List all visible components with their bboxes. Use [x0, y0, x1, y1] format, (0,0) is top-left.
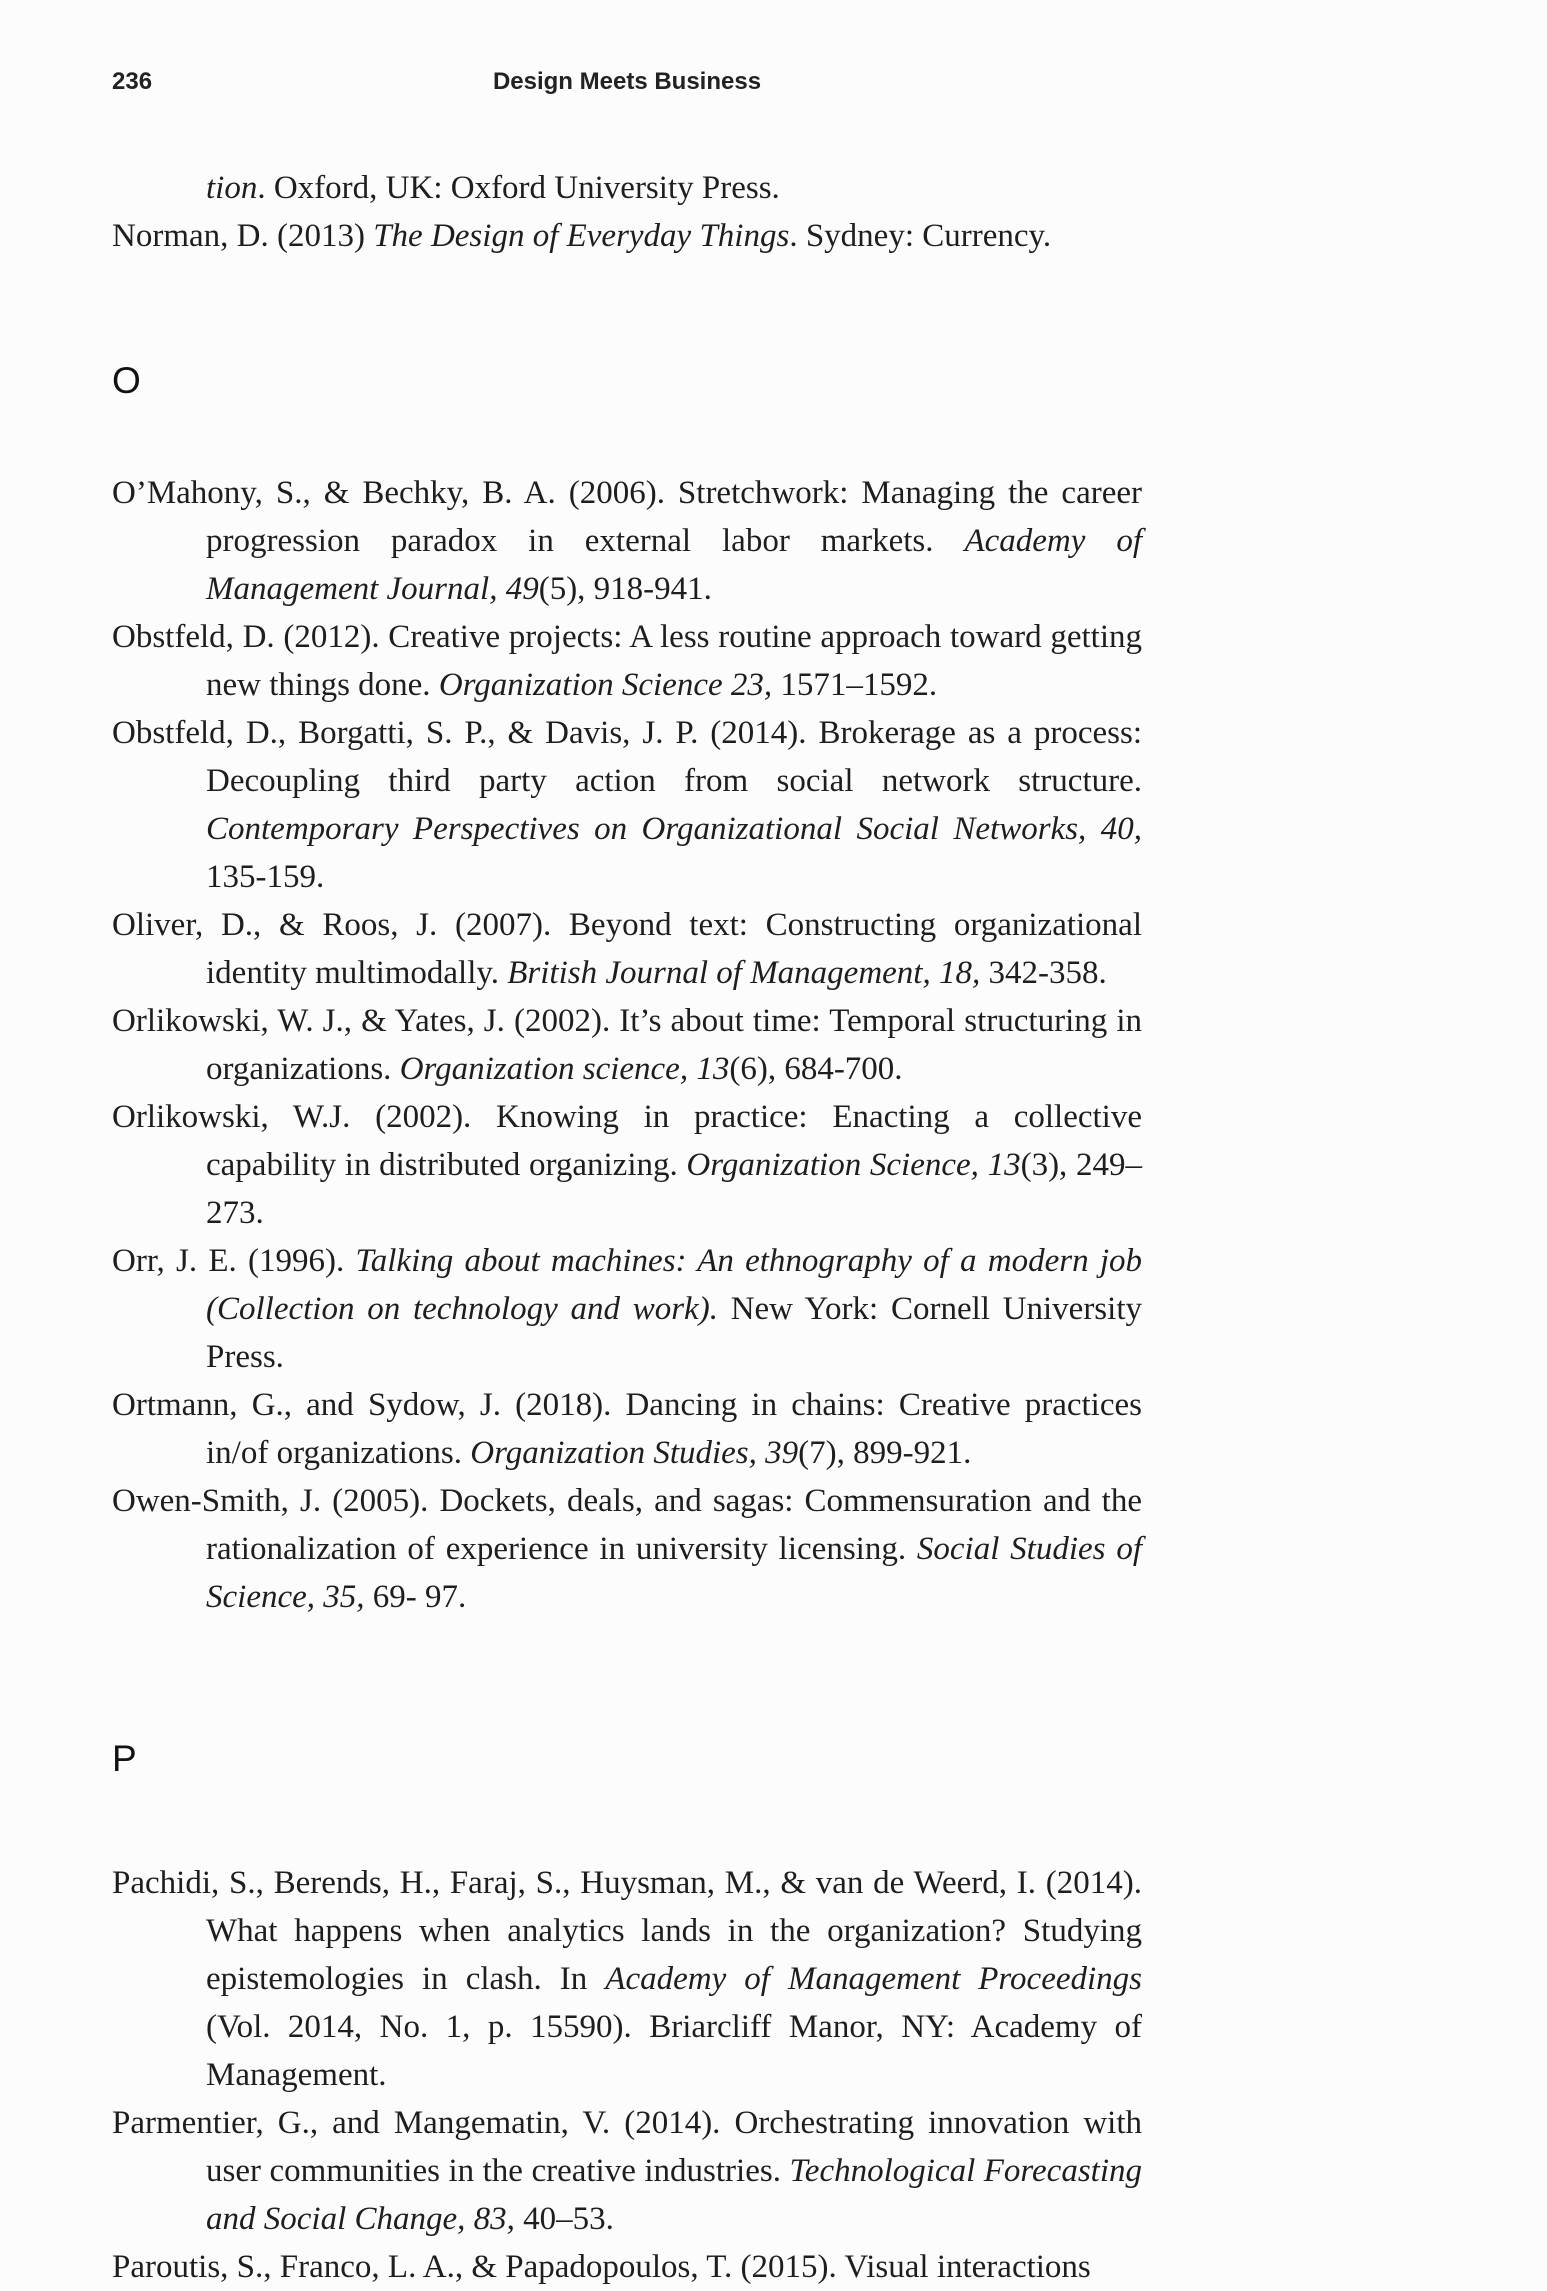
reference-text: Ortmann, G., and Sydow, J. (2018). Dancing in chains: Creative practices in/of organizations.	[112, 1387, 1142, 1471]
reference-entry	[112, 164, 1142, 212]
section-letter-p: P	[112, 1738, 137, 1779]
reference-entry	[112, 212, 1142, 260]
reference-italic: Talking about machines: An ethnography of a modern job (Collection on technology and work).	[206, 1243, 1142, 1327]
reference-text: Orlikowski, W.J. (2002). Knowing in practice: Enacting a collective capability in distributed organizing.	[112, 1099, 1142, 1183]
reference-text: (7), 899-921.	[798, 1435, 972, 1471]
reference-italic: Academy of Management Journal, 49	[206, 523, 1142, 607]
reference-text: Orr, J. E. (1996).	[112, 1243, 356, 1279]
reference-entry	[112, 2243, 1142, 2291]
reference-italic: Organization Science 23,	[438, 667, 773, 703]
reference-italic: Social Studies of Science, 35,	[206, 1531, 1142, 1615]
section-letter-o: O	[112, 360, 141, 401]
reference-list	[112, 164, 1142, 2291]
reference-text: Oliver, D., & Roos, J. (2007). Beyond text: Constructing organizational identity multimodally.	[112, 907, 1142, 991]
reference-entry	[112, 901, 1142, 997]
reference-text: Norman, D. (2013)	[112, 218, 374, 254]
reference-text: Obstfeld, D., Borgatti, S. P., & Davis, J. P. (2014). Brokerage as a process: Decoupling third party action from social network structure.	[112, 715, 1142, 799]
reference-entry	[112, 2099, 1142, 2243]
reference-text: Pachidi, S., Berends, H., Faraj, S., Huysman, M., & van de Weerd, I. (2014). What happens when analytics lands in the organization? Studying epistemologies in clash. In	[112, 1865, 1142, 1997]
reference-text: (3), 249–273.	[206, 1147, 1142, 1231]
reference-italic: The Design of Everyday Things	[373, 218, 790, 254]
reference-text: Orlikowski, W. J., & Yates, J. (2002). It’s about time: Temporal structuring in organizations.	[112, 1003, 1142, 1087]
reference-text: Obstfeld, D. (2012). Creative projects: A less routine approach toward getting new things done.	[112, 619, 1142, 703]
reference-text: 40–53.	[514, 2201, 614, 2237]
reference-italic: Academy of Management Proceedings	[605, 1961, 1142, 1997]
reference-text: . Sydney: Currency.	[789, 218, 1052, 254]
page-number: 236	[112, 68, 153, 95]
reference-entry	[112, 1859, 1142, 2099]
reference-italic: Contemporary Perspectives on Organizational Social Networks, 40,	[206, 811, 1142, 847]
reference-entry	[112, 709, 1142, 901]
reference-italic: Organization Science, 13	[686, 1147, 1021, 1183]
reference-italic: tion	[206, 170, 258, 206]
reference-text: Owen-Smith, J. (2005). Dockets, deals, and sagas: Commensuration and the rationalization of experience in university licensing.	[112, 1483, 1142, 1567]
reference-italic: Technological Forecasting and Social Change, 83,	[206, 2153, 1142, 2237]
reference-text: . Oxford, UK: Oxford University Press.	[257, 170, 780, 206]
reference-text: Parmentier, G., and Mangematin, V. (2014). Orchestrating innovation with user communities in the creative industries.	[112, 2105, 1142, 2189]
reference-entry	[112, 469, 1142, 613]
reference-text: (Vol. 2014, No. 1, p. 15590). Briarcliff Manor, NY: Academy of Management.	[206, 2009, 1142, 2093]
running-title: Design Meets Business	[492, 68, 762, 95]
reference-text: (5), 918-941.	[538, 571, 712, 607]
reference-entry	[112, 1477, 1142, 1621]
reference-text: 1571–1592.	[772, 667, 938, 703]
reference-italic: British Journal of Management, 18,	[507, 955, 981, 991]
reference-entry	[112, 1381, 1142, 1477]
reference-text: New York: Cornell University Press.	[206, 1291, 1142, 1375]
reference-text: Paroutis, S., Franco, L. A., & Papadopoulos, T. (2015). Visual interactions	[112, 2249, 1091, 2285]
reference-entry	[112, 997, 1142, 1093]
reference-text: 69- 97.	[364, 1579, 467, 1615]
page-header	[112, 68, 1142, 108]
reference-entry	[112, 613, 1142, 709]
reference-text: O’Mahony, S., & Bechky, B. A. (2006). Stretchwork: Managing the career progression paradox in external labor markets.	[112, 475, 1142, 559]
reference-entry	[112, 1237, 1142, 1381]
reference-italic: Organization science, 13	[399, 1051, 730, 1087]
reference-text: (6), 684-700.	[729, 1051, 903, 1087]
reference-text: 342-358.	[980, 955, 1107, 991]
reference-entry	[112, 1093, 1142, 1237]
reference-italic: Organization Studies, 39	[470, 1435, 799, 1471]
reference-text: 135-159.	[206, 859, 325, 895]
